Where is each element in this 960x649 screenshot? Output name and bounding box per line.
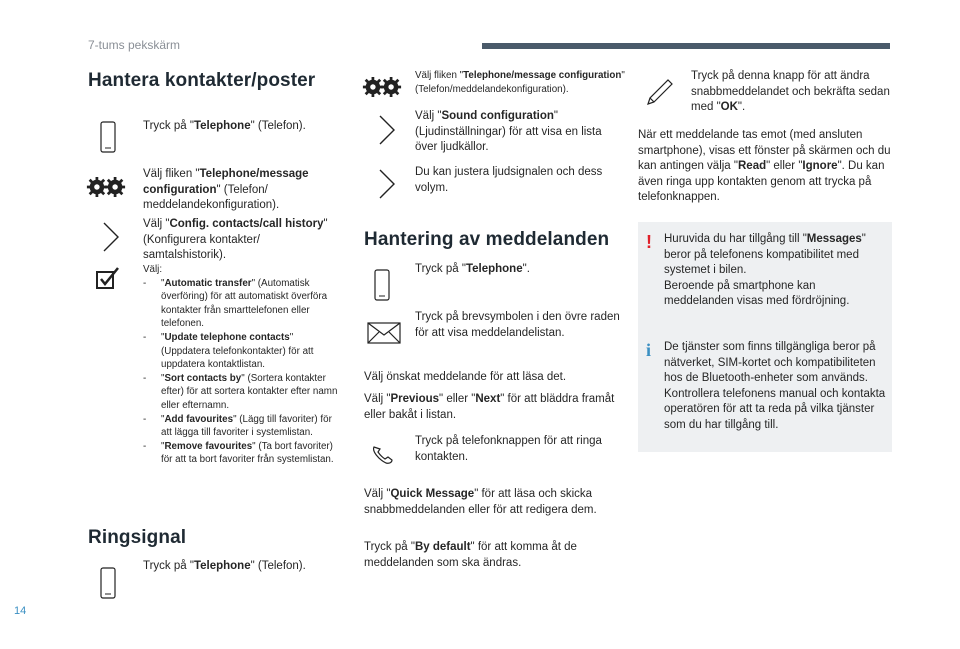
- step-select-telephone-message-tab-2: Välj fliken "Telephone/message configuration" (Telefon/meddelandekonfiguration).: [415, 70, 625, 95]
- step-call-contact: Tryck på telefonknappen för att ringa kontakten.: [415, 435, 602, 463]
- phone-icon: [362, 265, 402, 305]
- heading-message-management: Hantering av meddelanden: [364, 229, 610, 250]
- step-select-telephone-message-tab: Välj fliken "Telephone/message configuration" (Telefon/ meddelandekonfiguration).: [143, 168, 309, 211]
- chevron-right-icon: [366, 164, 406, 204]
- step-tap-envelope: Tryck på brevsymbolen i den övre raden för att visa meddelandelistan.: [415, 311, 620, 339]
- list-item: - "Update telephone contacts" (Uppdatera telefonkontakter) för att uppdatera kontaktlistan.: [143, 331, 314, 371]
- para-select-message: Välj önskat meddelande för att läsa det.: [364, 371, 567, 383]
- select-options-list: [143, 263, 338, 467]
- warning-text: Huruvida du har tillgång till "Messages" beror på telefonens kompatibilitet med systemet i bilen. Beroende på smartphone kan meddelanden visas med fördröjning.: [664, 233, 866, 307]
- para-by-default: Tryck på "By default" för att komma åt de meddelanden som ska ändras.: [364, 541, 577, 569]
- warning-icon: !: [646, 232, 652, 252]
- header-bar: [482, 43, 890, 49]
- select-intro: Välj:: [143, 264, 163, 275]
- para-quick-message: Välj "Quick Message" för att läsa och skicka snabbmeddelanden eller för att redigera dem.: [364, 488, 597, 516]
- info-box: [638, 330, 892, 452]
- step-sound-configuration: Välj "Sound configuration" (Ljudinställningar) för att visa en lista över ljudkällor.: [415, 110, 602, 153]
- step-config-contacts: Välj "Config. contacts/call history" (Konfigurera kontakter/ samtalshistorik).: [143, 218, 328, 261]
- section-header: 7-tums pekskärm: [88, 38, 181, 52]
- step-tap-telephone-messages: Tryck på "Telephone".: [415, 263, 530, 275]
- phone-icon: [88, 117, 128, 157]
- info-icon: i: [646, 340, 652, 360]
- para-incoming-message: När ett meddelande tas emot (med ansluten smartphone), visas ett fönster på skärmen och du kan antingen välja "Read" eller "Ignore". Du kan även ringa upp kontakten genom att trycka på telefonknappen.: [638, 129, 891, 203]
- warning-box: [638, 222, 892, 332]
- handset-icon: [364, 433, 404, 473]
- pencil-icon: [638, 72, 678, 112]
- list-item: - "Sort contacts by" (Sortera kontakter efter) för att sortera kontakter efter namn eller efternamn.: [143, 372, 338, 411]
- info-text: De tjänster som finns tillgängliga beror på nätverket, SIM-kortet och kompatibiliteten hos de Bluetooth-enheter som används. Kontrollera telefonens manual och kontakta operatören för att ta reda på vilka tjänster som du har tillgång till.: [664, 341, 886, 431]
- gears-icon: [362, 67, 402, 107]
- list-item: - "Remove favourites" (Ta bort favoriter) för att ta bort favoriter från systemlistan.: [143, 440, 334, 466]
- phone-icon: [88, 563, 128, 603]
- step-adjust-ringtone: Du kan justera ljudsignalen och dess volym.: [415, 166, 603, 194]
- list-item: - "Automatic transfer" (Automatisk överföring) för att automatiskt överföra kontakter från smarttelefonen eller telefonen.: [143, 277, 328, 330]
- step-tap-telephone-ringtone: Tryck på "Telephone" (Telefon).: [143, 560, 306, 572]
- checkbox-icon: [92, 262, 124, 294]
- step-tap-telephone: Tryck på "Telephone" (Telefon).: [143, 120, 306, 132]
- heading-manage-contacts: Hantera kontakter/poster: [88, 70, 316, 91]
- chevron-right-icon: [90, 217, 130, 257]
- para-previous-next: Välj "Previous" eller "Next" för att bläddra framåt eller bakåt i listan.: [364, 393, 615, 421]
- gears-icon: [86, 167, 126, 207]
- list-item: - "Add favourites" (Lägg till favoriter) för att lägga till favoriter i systemlistan.: [143, 413, 332, 439]
- heading-ringtone: Ringsignal: [88, 527, 187, 548]
- page-number: 14: [14, 605, 27, 617]
- envelope-icon: [364, 313, 404, 353]
- chevron-right-icon: [366, 110, 406, 150]
- step-edit-quick-message: Tryck på denna knapp för att ändra snabbmeddelandet och bekräfta sedan med "OK".: [691, 70, 890, 113]
